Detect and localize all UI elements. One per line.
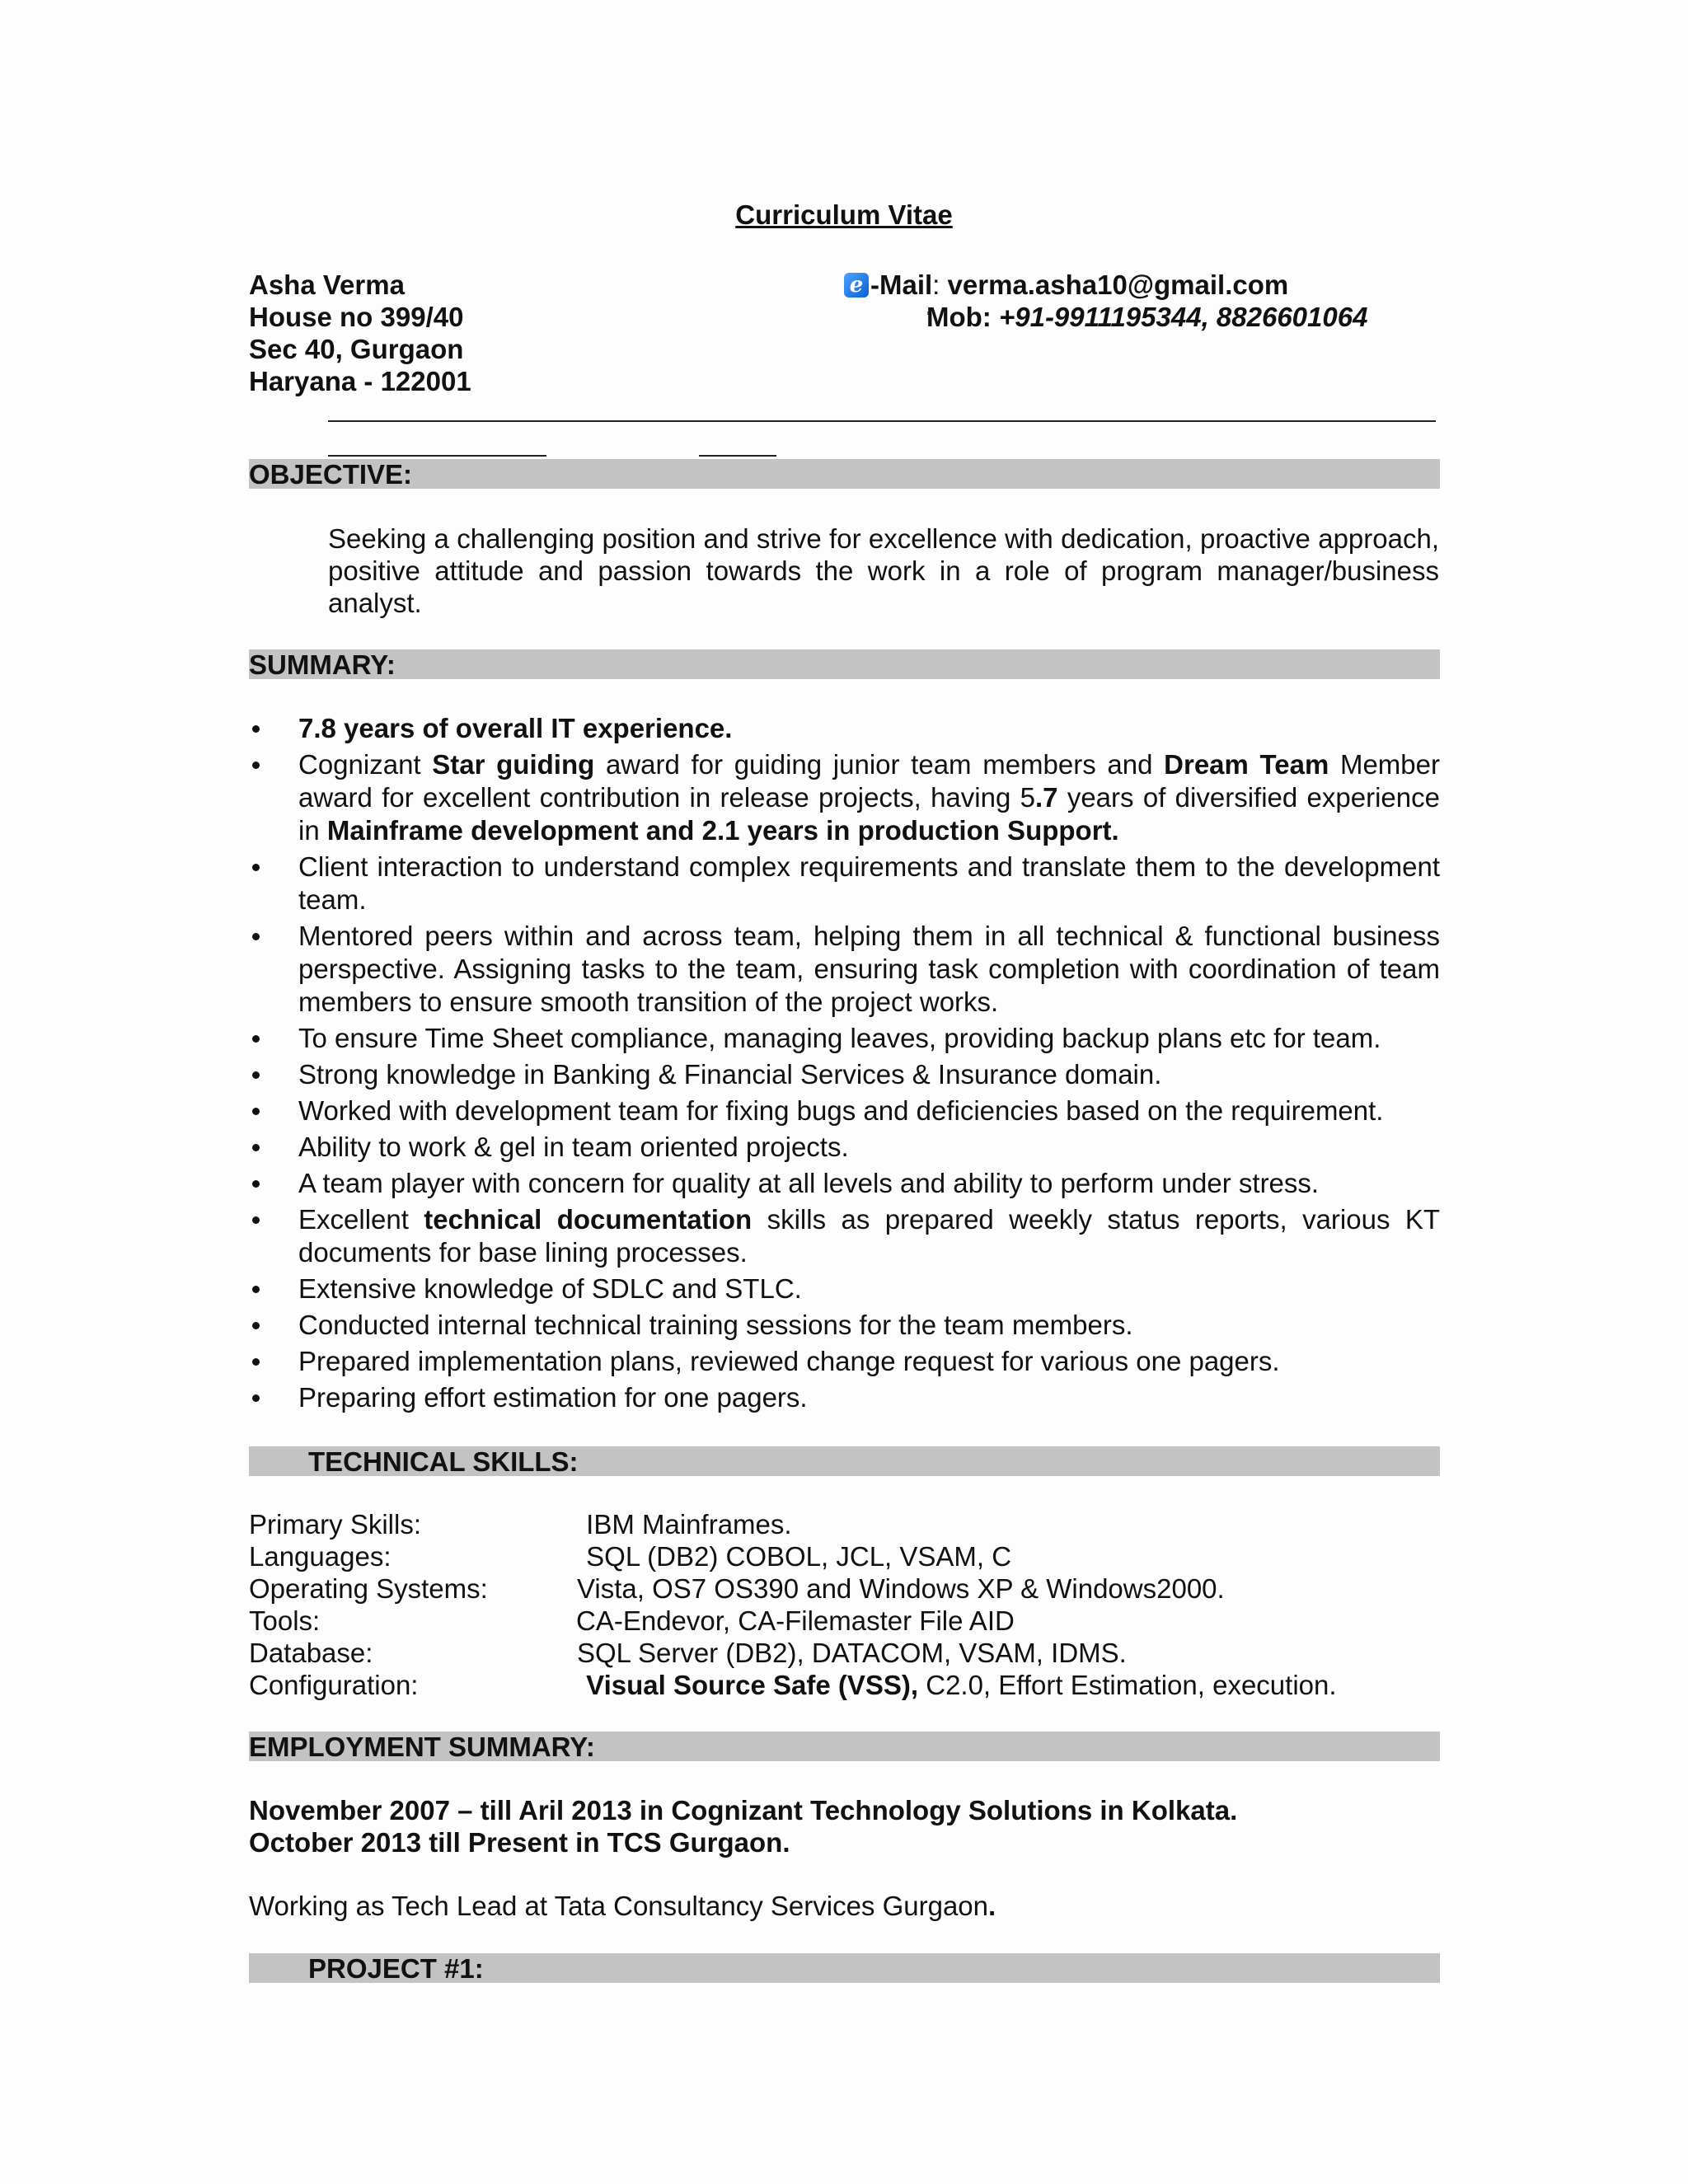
skill-row: Configuration: Visual Source Safe (VSS), C2.0, Effort Estimation, execution.	[249, 1670, 1337, 1700]
list-item: Worked with development team for fixing bugs and deficiencies based on the requirement.	[249, 1094, 1440, 1127]
list-item: Preparing effort estimation for one pagers.	[249, 1381, 1440, 1414]
list-item: Ability to work & gel in team oriented projects.	[249, 1131, 1440, 1164]
list-item: A team player with concern for quality at all levels and ability to perform under stress.	[249, 1167, 1440, 1200]
section-heading-objective	[249, 459, 1440, 489]
list-item: 7.8 years of overall IT experience.	[249, 712, 1440, 745]
employment-current-role: Working as Tech Lead at Tata Consultancy Services Gurgaon.	[249, 1891, 996, 1921]
skills-table	[249, 1508, 1337, 1701]
section-heading-technical-skills	[249, 1446, 1440, 1476]
section-heading-project-1	[249, 1953, 1440, 1983]
objective-text: Seeking a challenging position and strive for excellence with dedication, proactive approach, positive attitude and passion towards the work in a role of program manager/business analyst.	[328, 523, 1439, 618]
candidate-name: Asha Verma	[249, 269, 405, 300]
section-heading-label: PROJECT #1:	[308, 1953, 484, 1984]
list-item: Client interaction to understand complex requirements and translate them to the development team.	[249, 851, 1440, 916]
section-heading-label: SUMMARY:	[249, 649, 396, 680]
section-heading-label: EMPLOYMENT SUMMARY:	[249, 1732, 595, 1762]
skill-row: Primary Skills: IBM Mainframes.	[249, 1509, 792, 1540]
section-heading-label: TECHNICAL SKILLS:	[308, 1446, 579, 1477]
page-title: Curriculum Vitae	[735, 199, 953, 230]
list-item: Extensive knowledge of SDLC and STLC.	[249, 1272, 1440, 1305]
divider	[699, 455, 776, 457]
skill-row: Operating Systems: Vista, OS7 OS390 and Windows XP & Windows2000.	[249, 1573, 1225, 1604]
divider	[328, 420, 1436, 422]
email-address[interactable]: verma.asha10@gmail.com	[947, 269, 1289, 300]
list-item: Conducted internal technical training sessions for the team members.	[249, 1309, 1440, 1342]
skill-row: Languages: SQL (DB2) COBOL, JCL, VSAM, C	[249, 1541, 1012, 1572]
summary-list	[249, 712, 1440, 1418]
mobile-number: +91-9911195344, 8826601064	[998, 302, 1368, 332]
mobile-line	[926, 301, 1367, 333]
email-line	[844, 269, 1288, 301]
skill-row: Database: SQL Server (DB2), DATACOM, VSAM, IDMS.	[249, 1638, 1127, 1668]
list-item: Prepared implementation plans, reviewed change request for various one pagers.	[249, 1345, 1440, 1378]
email-separator: :	[932, 269, 948, 300]
skill-row: Tools: CA-Endevor, CA-Filemaster File AID	[249, 1605, 1015, 1636]
internet-explorer-icon: e	[844, 273, 869, 298]
list-item: To ensure Time Sheet compliance, managing leaves, providing backup plans etc for team.	[249, 1022, 1440, 1055]
address-line-3: Haryana - 122001	[249, 366, 471, 396]
list-item: Mentored peers within and across team, helping them in all technical & functional business perspective. Assigning tasks to the team, ensuring task completion with coordination of team members to ensure smooth transition of the project works.	[249, 920, 1440, 1019]
section-heading-summary	[249, 649, 1440, 679]
list-item: Strong knowledge in Banking & Financial Services & Insurance domain.	[249, 1058, 1440, 1091]
mobile-label: Mob:	[926, 302, 999, 332]
list-item: Excellent technical documentation skills as prepared weekly status reports, various KT documents for base lining processes.	[249, 1203, 1440, 1269]
section-heading-label: OBJECTIVE:	[249, 459, 413, 490]
employment-line-2: October 2013 till Present in TCS Gurgaon.	[249, 1827, 790, 1858]
section-heading-employment	[249, 1732, 1440, 1761]
list-item: Cognizant Star guiding award for guiding junior team members and Dream Team Member award for excellent contribution in release projects, having 5.7 years of diversified experience in Mainframe development and 2.1 years in production Support.	[249, 748, 1440, 847]
address-line-1: House no 399/40	[249, 302, 464, 332]
divider	[328, 455, 546, 457]
address-line-2: Sec 40, Gurgaon	[249, 334, 464, 364]
employment-line-1: November 2007 – till Aril 2013 in Cognizant Technology Solutions in Kolkata.	[249, 1795, 1238, 1825]
email-label: -Mail	[870, 269, 933, 300]
contact-address	[249, 269, 471, 397]
